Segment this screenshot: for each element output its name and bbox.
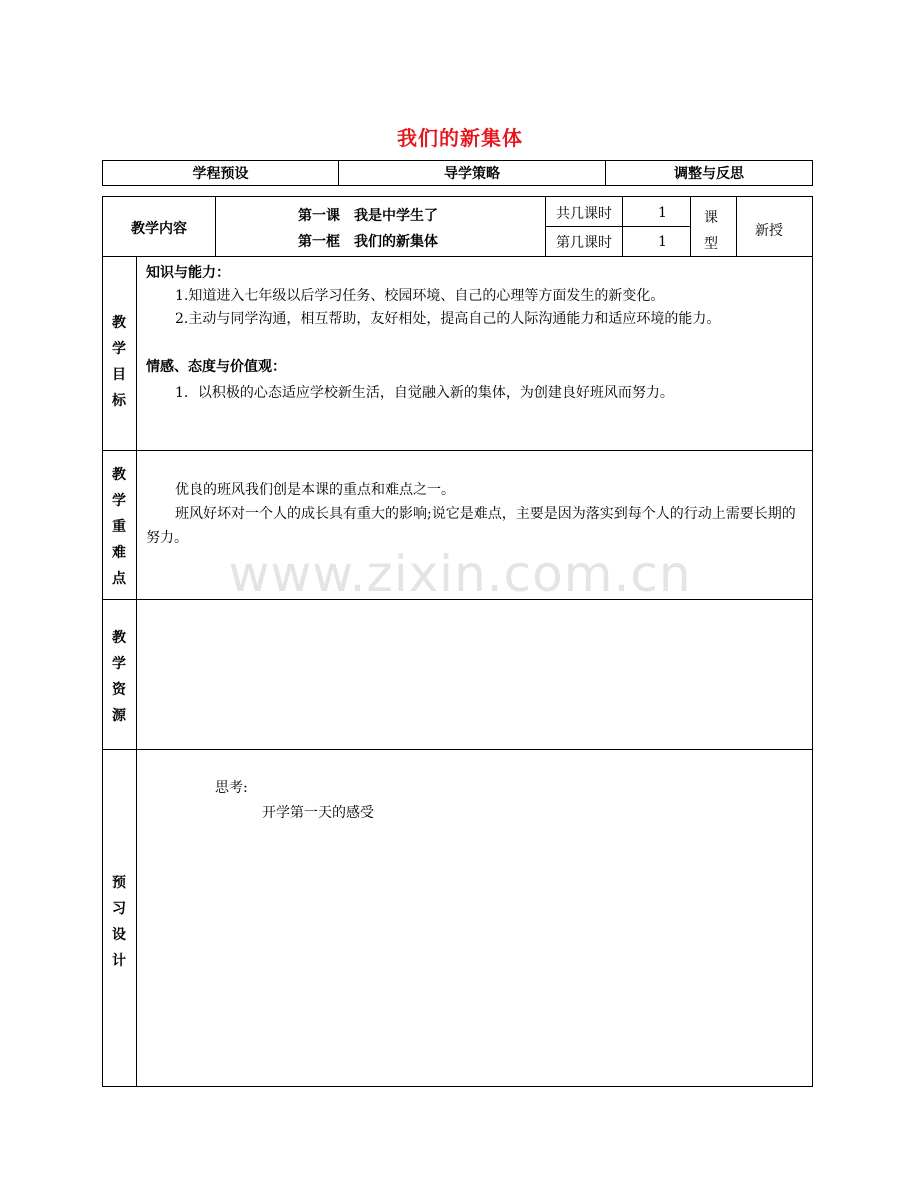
- total-hours-label: 共几课时: [556, 206, 612, 222]
- content-label: 教学内容: [131, 221, 187, 237]
- lesson-title: 第一课 我是中学生了: [298, 208, 438, 224]
- header-col-3: 调整与反思: [674, 166, 744, 182]
- key-points-label: 教 学 重 难 点: [112, 467, 126, 587]
- resources-label: 教 学 资 源: [112, 630, 126, 724]
- goals-item-2: 2.主动与同学沟通，相互帮助，友好相处，提高自己的人际沟通能力和适应环境的能力。: [175, 311, 721, 327]
- header-table: [102, 160, 813, 186]
- key-point-1: 优良的班风我们创是本课的重点和难点之一。: [175, 482, 455, 498]
- preview-think: 思考:: [215, 780, 248, 796]
- goals-heading-knowledge: 知识与能力：: [146, 265, 230, 281]
- goals-heading-attitude: 情感、态度与价值观：: [146, 359, 286, 375]
- type-label-1: 课: [704, 210, 718, 226]
- goals-item-1: 1.知道进入七年级以后学习任务、校园环境、自己的心理等方面发生的新变化。: [175, 288, 665, 304]
- goals-label: 教 学 目 标: [112, 315, 126, 409]
- watermark: www.zixin.com.cn: [228, 545, 692, 603]
- current-hour-value: 1: [658, 234, 667, 250]
- main-table: [102, 196, 813, 1087]
- type-value: 新授: [755, 223, 783, 239]
- header-col-2: 导学策略: [339, 161, 606, 185]
- total-hours-value: 1: [658, 205, 667, 221]
- preview-label: 预 习 设 计: [112, 875, 126, 969]
- goals-item-3: 1．以积极的心态适应学校新生活，自觉融入新的集体，为创建良好班风而努力。: [175, 385, 674, 401]
- type-label-2: 型: [704, 236, 718, 252]
- preview-question-1: 开学第一天的感受: [262, 805, 374, 821]
- page-title: 我们的新集体: [397, 126, 523, 150]
- header-col-1: 学程预设: [103, 161, 339, 185]
- current-hour-label: 第几课时: [556, 235, 612, 251]
- key-point-2: 班风好坏对一个人的成长具有重大的影响;说它是难点，主要是因为落实到每个人的行动上需要长期的努力。: [146, 506, 796, 546]
- section-title: 第一框 我们的新集体: [298, 234, 438, 250]
